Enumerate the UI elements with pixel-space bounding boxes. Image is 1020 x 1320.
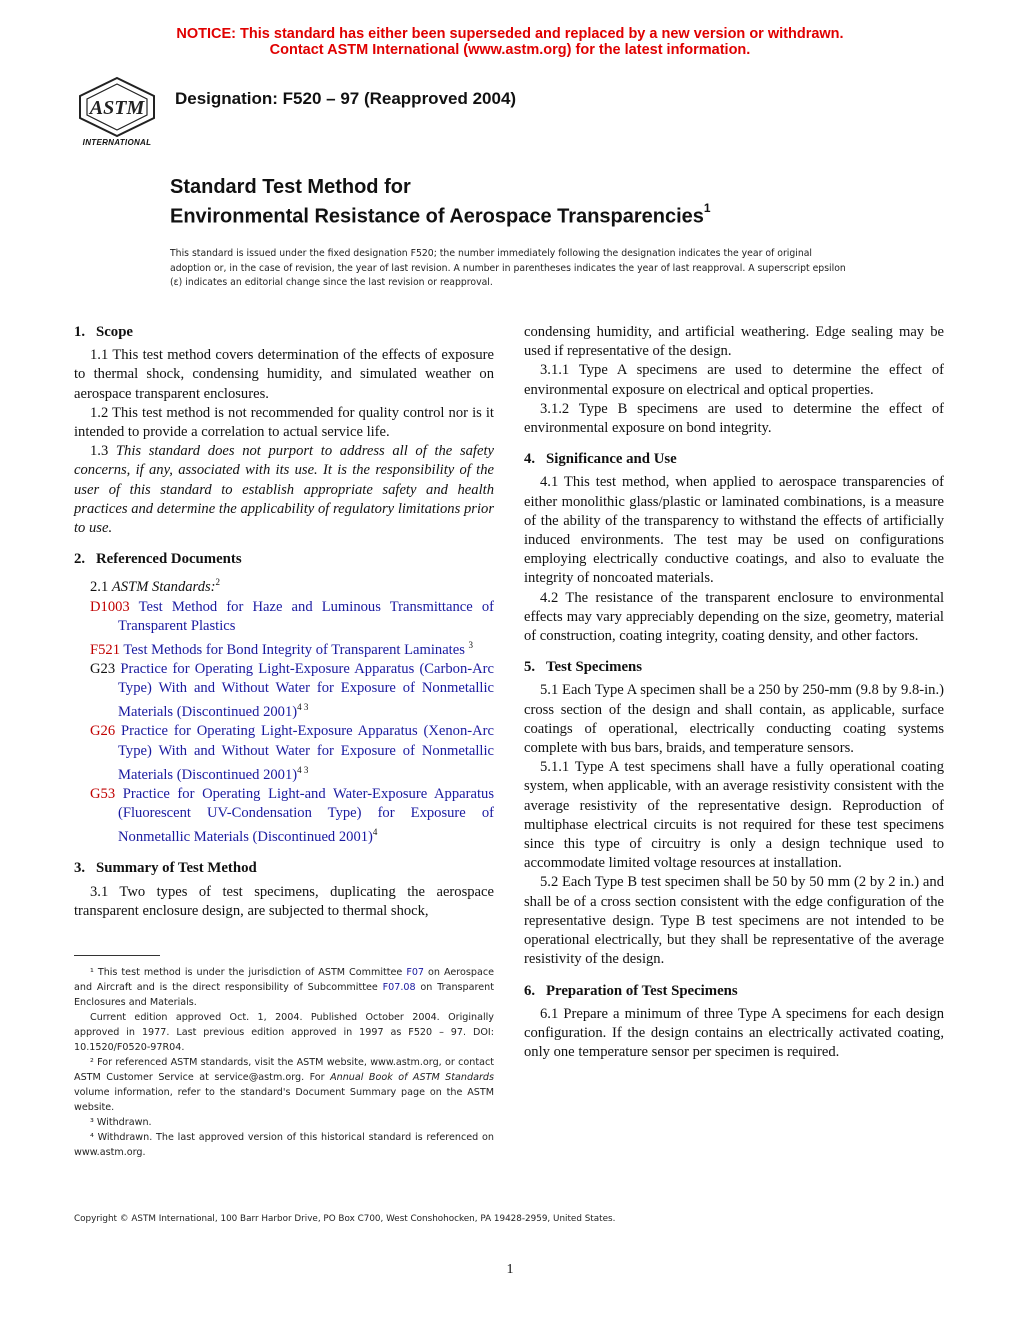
section-heading-scope: 1. Scope <box>74 324 133 340</box>
paragraph-5-1: 5.1 Each Type A specimen shall be a 250 by 250-mm (9.8 by 9.8-in.) cross section of the design and shall contain, as applicable, surface coatings of operational, electrically conducting coating systems complete with bus bars, braids, and temperature sensors. <box>524 682 944 757</box>
title-footnote-marker[interactable]: 1 <box>703 201 711 215</box>
reference-code[interactable]: G53 <box>90 785 116 802</box>
reference-item[interactable]: G23 Practice for Operating Light-Exposure Apparatus (Carbon-Arc Type) With and Without Water for Exposure of Nonmetallic Materials (Discontinued 2001)$^{4 3}$ <box>90 660 494 721</box>
reference-item[interactable]: G26 Practice for Operating Light-Exposure Apparatus (Xenon-Arc Type) With and Without Water for Exposure of Nonmetallic Materials (Discontinued 2001)$^{4 3}$ <box>90 723 494 783</box>
committee-link[interactable]: F07 <box>406 967 425 978</box>
section-heading-significance: 4. Significance and Use <box>524 451 677 468</box>
designation: Designation: F520 – 97 (Reapproved 2004) <box>175 89 517 108</box>
paragraph-5-2: 5.2 Each Type B test specimen shall be 50 by 50 mm (2 by 2 in.) and shall be of a cross section consistent with the edge configuration of the representative design. Type B test specimens are not intended to be operational electrically, but they shall be representative of the average resistivity of the design. <box>524 874 944 968</box>
astm-logo-icon <box>74 76 160 138</box>
paragraph-1-1: 1.1 This test method covers determination of the effects of exposure to thermal shock, condensing humidity, and simulated weather on aerospace transparent enclosures. <box>74 347 494 402</box>
reference-item[interactable]: F521 Test Methods for Bond Integrity of Transparent Laminates $^3$ <box>90 639 474 658</box>
section-heading-test-specimens: 5. Test Specimens <box>524 659 643 676</box>
reference-code[interactable]: D1003 <box>90 598 130 615</box>
section-heading-preparation: 6. Preparation of Test Specimens <box>524 982 738 999</box>
reference-code[interactable]: G26 <box>90 723 116 740</box>
footnote-1: ¹ This test method is under the jurisdiction of ASTM Committee F07 on Aerospace and Aircraft and is the direct responsibility of Subcommittee F07.08 on Transparent Enclosures and Materials. <box>74 967 495 1008</box>
page-number: 1 <box>506 1262 514 1277</box>
reference-title[interactable]: Test Methods for Bond Integrity of Transparent Laminates <box>123 641 465 658</box>
reference-item[interactable] <box>90 598 494 636</box>
paragraph-5-1-1: 5.1.1 Type A test specimens shall have a fully operational coating system, when applicable, with an average resistivity consistent with the average resistivity of the representative design. Reproduction of multiphase electrical circuits is not required for these test specimens since this type of circuitry is only a design technique used to accommodate limited voltage resources at installation. <box>524 759 944 872</box>
right-column <box>524 323 944 1062</box>
footnote-1-edition: Current edition approved Oct. 1, 2004. Published October 2004. Originally approved in 1977. Last previous edition approved in 1997 as F520 – 97. DOI: 10.1520/F0520-97R04. <box>74 1012 494 1053</box>
title-line-1: Standard Test Method for <box>170 176 411 198</box>
document-title <box>170 175 711 229</box>
paragraph-3-1-1: 3.1.1 Type A specimens are used to determine the effect of environmental exposure on electrical and optical properties. <box>524 362 944 398</box>
paragraph-1-2: 1.2 This test method is not recommended for quality control nor is it intended to provide a correlation to actual service life. <box>74 404 494 441</box>
left-column <box>74 323 494 921</box>
title-line-2: Environmental Resistance of Aerospace Transparencies$^1$ <box>170 201 711 228</box>
paragraph-3-1-2: 3.1.2 Type B specimens are used to determine the effect of environmental exposure on bond integrity. <box>524 400 944 437</box>
paragraph-6-1: 6.1 Prepare a minimum of three Type A specimens for each design configuration. If the design contains an electrically activated coating, only one temperature sensor per specimen is required. <box>524 1005 944 1061</box>
section-heading-referenced-documents: 2. Referenced Documents <box>74 551 242 568</box>
section-heading-summary: 3. Summary of Test Method <box>74 860 257 877</box>
logo-international-text: INTERNATIONAL <box>82 138 152 147</box>
paragraph-3-1-continued: condensing humidity, and artificial weathering. Edge sealing may be used if representative of the design. <box>524 324 944 360</box>
reference-title[interactable]: Test Method for Haze and Luminous Transmittance of Transparent Plastics <box>118 598 494 634</box>
astm-logo-mark: ASTM <box>89 97 145 119</box>
reference-title[interactable]: Practice for Operating Light-Exposure Apparatus (Xenon-Arc Type) With and Without Water for Exposure of Nonmetallic Materials (Discontinued 2001) <box>118 723 494 783</box>
paragraph-2-1: 2.1 ASTM Standards:$^2$ <box>90 577 221 596</box>
footnote-4: ⁴ Withdrawn. The last approved version of this historical standard is referenced on www.astm.org. <box>74 1132 494 1158</box>
reference-title[interactable]: Practice for Operating Light-Exposure Apparatus (Carbon-Arc Type) With and Without Water for Exposure of Nonmetallic Materials (Discontinued 2001) <box>118 660 494 721</box>
footnotes <box>74 965 494 1160</box>
astm-logo <box>74 76 160 152</box>
reference-code[interactable]: F521 <box>90 641 121 658</box>
reference-title[interactable]: Practice for Operating Light-and Water-Exposure Apparatus (Fluorescent UV-Condensation Type) for Exposure of Nonmetallic Materials (Discontinued 2001) <box>118 785 494 846</box>
footnote-3: ³ Withdrawn. <box>90 1117 152 1128</box>
footnote-2: ² For referenced ASTM standards, visit the ASTM website, www.astm.org, or contact ASTM Customer Service at service@astm.org. For Annual Book of ASTM Standards volume information, refer to the standard's Document Summary page on the ASTM website. <box>74 1057 494 1113</box>
paragraph-4-1: 4.1 This test method, when applied to aerospace transparencies of either monolithic glass/plastic or laminated combinations, is a measure of the ability of the transparency to withstand the effects of artificially induced environments. The test may be used on configurations employing electrically conductive coatings, and also to evaluate the integrity of noncoated materials. <box>524 474 944 587</box>
issuance-note: This standard is issued under the fixed designation F520; the number immediately following the designation indicates the year of original adoption or, in the case of revision, the year of last revision. A number in parentheses indicates the year of last reapproval. A superscript epsilon (ε) indicates an editorial change since the last revision or reapproval. <box>170 248 846 288</box>
footnote-divider <box>74 955 160 956</box>
subcommittee-link[interactable]: F07.08 <box>382 982 416 993</box>
notice-line-2: Contact ASTM International (www.astm.org) for the latest information. <box>269 42 751 58</box>
reference-code[interactable]: G23 <box>90 660 116 677</box>
copyright-line: Copyright © ASTM International, 100 Barr Harbor Drive, PO Box C700, West Conshohocken, PA 19428-2959, United States. <box>74 1214 616 1224</box>
notice-line-1: NOTICE: This standard has either been superseded and replaced by a new version or withdrawn. <box>176 26 844 42</box>
paragraph-4-2: 4.2 The resistance of the transparent enclosure to environmental effects may vary appreciably depending on the size, geometry, material of construction, coating integrity, coating density, and other factors. <box>524 589 944 645</box>
paragraph-1-3: 1.3 This standard does not purport to address all of the safety concerns, if any, associated with its use. It is the responsibility of the user of this standard to establish appropriate safety and health practices and determine the applicability of regulatory limitations prior to use. <box>74 443 494 537</box>
reference-item[interactable]: G53 Practice for Operating Light-and Water-Exposure Apparatus (Fluorescent UV-Condensation Type) for Exposure of Nonmetallic Materials (Discontinued 2001)$^4$ <box>90 785 494 846</box>
paragraph-3-1: 3.1 Two types of test specimens, duplicating the aerospace transparent enclosure design, are subjected to thermal shock, <box>74 883 494 919</box>
withdrawal-notice <box>0 26 1020 58</box>
